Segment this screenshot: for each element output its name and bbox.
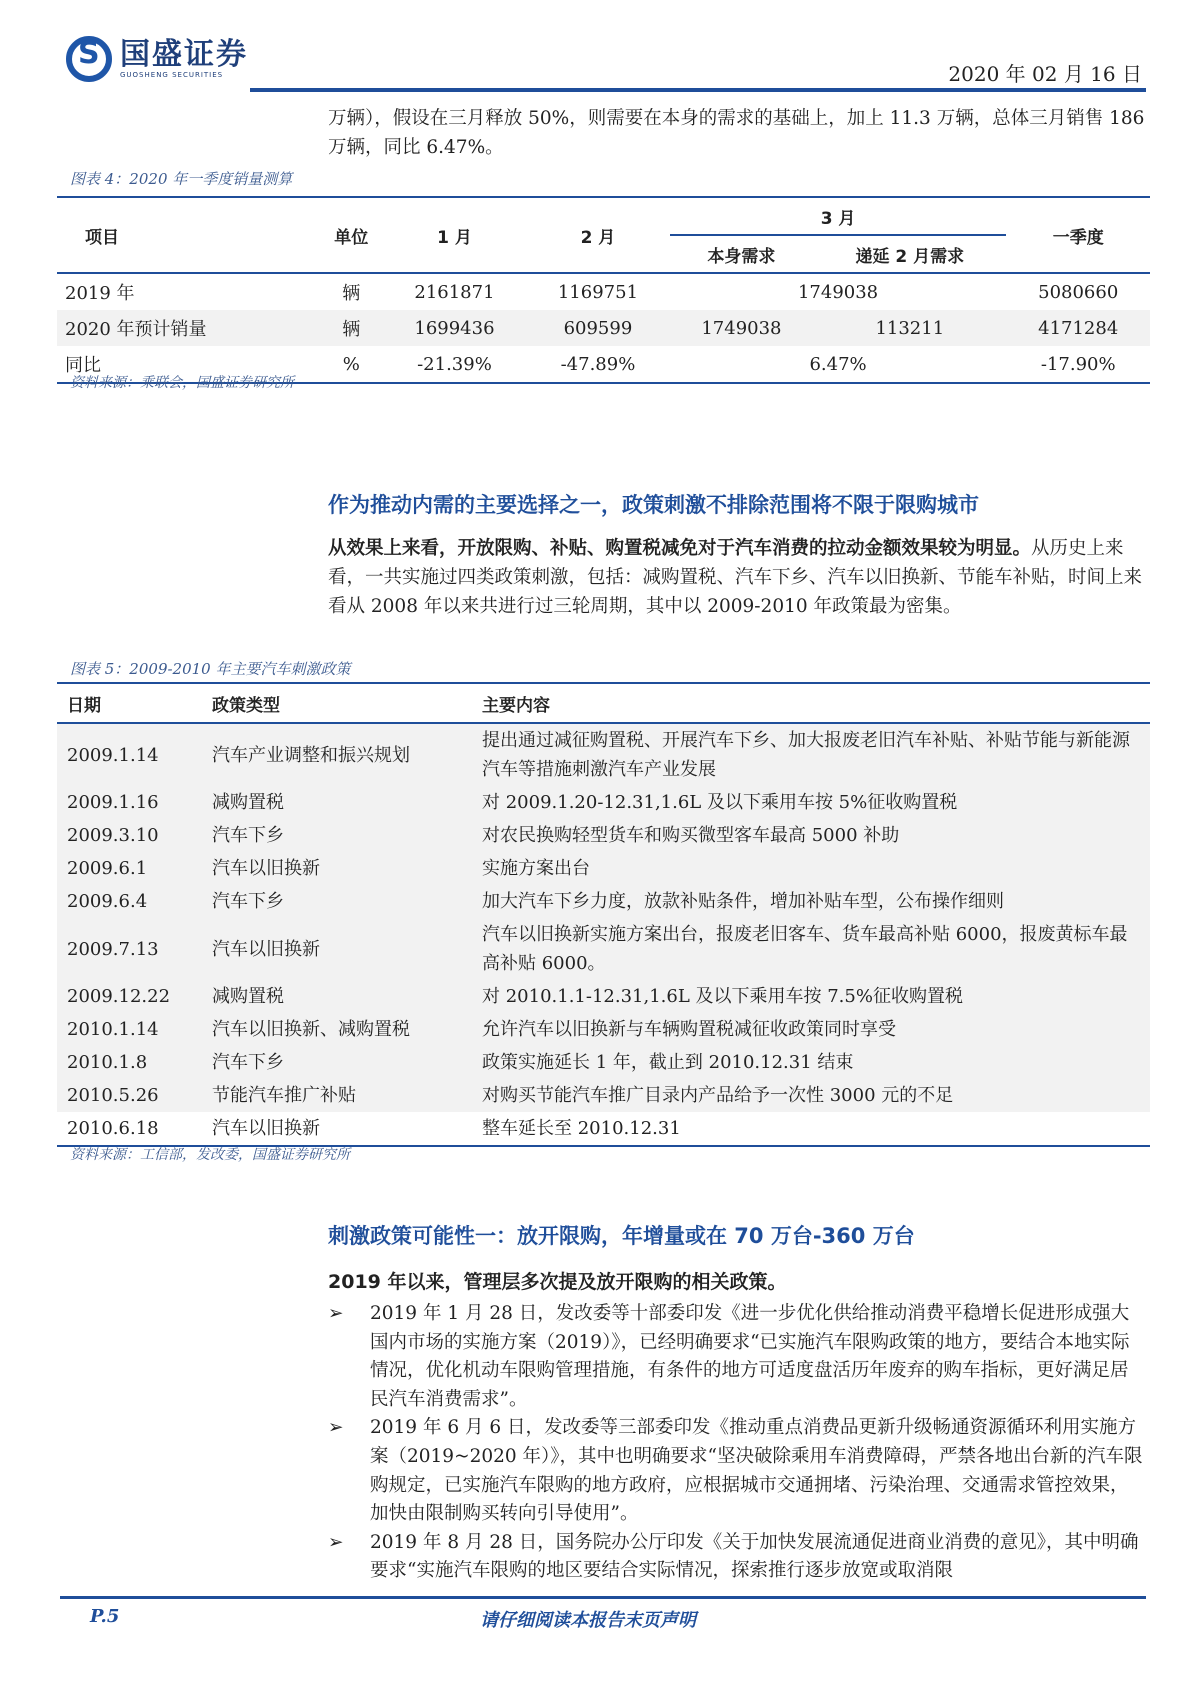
cell-date: 2010.1.8 (67, 1052, 148, 1073)
cell-mar-delay: 113211 (875, 317, 945, 339)
table4-caption: 图表 4：2020 年一季度销量测算 (70, 170, 293, 188)
section1-bold-lead: 从效果上来看，开放限购、补贴、购置税减免对于汽车消费的拉动金额效果较为明显。 (328, 538, 1032, 559)
cell-date: 2009.12.22 (67, 986, 171, 1007)
cell-content: 实施方案出台 (482, 858, 590, 879)
cell-mar: 1749038 (797, 281, 879, 303)
cell-date: 2010.6.18 (67, 1118, 159, 1139)
cell-date: 2009.7.13 (67, 938, 159, 960)
table-row (57, 723, 1150, 786)
col-jan: 1 月 (437, 227, 472, 248)
cell-unit: % (342, 353, 360, 375)
cell-unit: 辆 (342, 283, 361, 304)
table-row (57, 885, 1150, 918)
cell-policy-type: 汽车下乡 (212, 825, 284, 846)
table-row (57, 1079, 1150, 1112)
table-row (57, 1013, 1150, 1046)
intro-paragraph: 万辆），假设在三月释放 50%，则需要在本身的需求的基础上，加上 11.3 万辆，总体三月销售 186 万辆，同比 6.47%。 (328, 108, 1145, 158)
section2-bold-lead: 2019 年以来，管理层多次提及放开限购的相关政策。 (328, 1271, 787, 1293)
cell-feb: 609599 (563, 317, 633, 339)
col-unit: 单位 (334, 227, 369, 248)
table-row (57, 1112, 1150, 1146)
cell-q1: -17.90% (1040, 353, 1116, 375)
footer-disclaimer: 请仔细阅读本报告末页声明 (480, 1610, 696, 1631)
table5-caption: 图表 5：2009-2010 年主要汽车刺激政策 (70, 660, 351, 678)
cell-date: 2009.6.1 (67, 858, 148, 879)
cell-policy-type: 汽车下乡 (212, 1052, 284, 1073)
cell-policy-type: 汽车以旧换新、减购置税 (212, 1019, 410, 1040)
table-row (57, 1046, 1150, 1079)
section1-body (328, 534, 1146, 621)
cell-policy-type: 汽车以旧换新 (212, 938, 320, 960)
cell-date: 2010.1.14 (67, 1019, 159, 1040)
page-number: P.5 (90, 1606, 120, 1627)
cell-item: 2019 年 (65, 283, 135, 304)
table-row (57, 819, 1150, 852)
footer-divider (60, 1596, 1146, 1599)
cell-content: 对农民换购轻型货车和购买微型客车最高 5000 补助 (482, 825, 900, 846)
cell-item: 2020 年预计销量 (65, 319, 207, 340)
col-feb: 2 月 (580, 227, 616, 248)
cell-policy-type: 汽车以旧换新 (212, 1118, 320, 1139)
cell-jan: 1699436 (414, 317, 495, 339)
logo-subtitle: GUOSHENG SECURITIES (120, 71, 224, 79)
section-heading-1: 作为推动内需的主要选择之一，政策刺激不排除范围将不限于限购城市 (328, 493, 979, 517)
table-row (57, 310, 1150, 346)
col-item: 项目 (85, 227, 119, 248)
cell-content: 对 2009.1.20-12.31,1.6L 及以下乘用车按 5%征收购置税 (482, 792, 958, 813)
cell-content: 政策实施延长 1 年，截止到 2010.12.31 结束 (482, 1052, 854, 1073)
cell-content: 对 2010.1.1-12.31,1.6L 及以下乘用车按 7.5%征收购置税 (482, 986, 963, 1007)
cell-policy-type: 减购置税 (212, 792, 284, 813)
policy-bullet-list (328, 1300, 1146, 1586)
cell-mar-own: 1749038 (701, 317, 782, 339)
cell-content: 对购买节能汽车推广目录内产品给予一次性 3000 元的不足 (482, 1085, 954, 1106)
table4-source: 资料来源：乘联会，国盛证券研究所 (70, 375, 294, 391)
header-divider (250, 88, 1146, 92)
sales-estimate-table (57, 196, 1150, 384)
cell-policy-type: 汽车以旧换新 (212, 858, 320, 879)
table5-source: 资料来源：工信部，发改委，国盛证券研究所 (70, 1147, 350, 1163)
col-mar: 3 月 (670, 197, 1007, 235)
cell-date: 2009.3.10 (67, 825, 159, 846)
cell-date: 2009.1.14 (67, 744, 159, 766)
company-logo (66, 36, 248, 82)
col-policy-type: 政策类型 (202, 683, 472, 723)
bullet-text: 2019 年 6 月 6 日，发改委等三部委印发《推动重点消费品更新升级畅通资源循环利用实施方案（2019~2020 年）》，其中也明确要求“坚决破除乘用车消费障碍，严禁各地出台新的汽车限购规定，已实施汽车限购的地方政府，应根据城市交通拥堵、污染治理、交通需求管控效果，加快由限制购买转向引导使用”。 (370, 1417, 1143, 1525)
cell-jan: 2161871 (414, 281, 495, 303)
section1-text: 从历史上来看，一共实施过四类政策刺激，包括：减购置税、汽车下乡、汽车以旧换新、节能车补贴，时间上来看从 2008 年以来共进行过三轮周期，其中以 2009-2010 年政策最为密集。 (328, 538, 1143, 617)
logo-name: 国盛证券 (120, 37, 248, 72)
table-row (57, 786, 1150, 819)
cell-item: 同比 (65, 355, 101, 376)
bullet-text: 2019 年 1 月 28 日，发改委等十部委印发《进一步优化供给推动消费平稳增长促进形成强大国内市场的实施方案（2019）》，已经明确要求“已实施汽车限购政策的地方，要结合本地实际情况，优化机动车限购管理措施，有条件的地方可适度盘活历年废弃的购车指标，更好满足居民汽车消费需求”。 (370, 1303, 1130, 1410)
table-row (57, 918, 1150, 980)
cell-policy-type: 节能汽车推广补贴 (212, 1085, 356, 1106)
cell-content: 加大汽车下乡力度，放款补贴条件，增加补贴车型，公布操作细则 (482, 891, 1004, 912)
report-date: 2020 年 02 月 16 日 (948, 62, 1142, 86)
col-content: 主要内容 (472, 683, 1150, 723)
cell-policy-type: 汽车产业调整和振兴规划 (212, 744, 410, 766)
table-row (57, 852, 1150, 885)
cell-policy-type: 汽车下乡 (212, 891, 284, 912)
cell-feb: -47.89% (560, 353, 636, 375)
cell-content: 允许汽车以旧换新与车辆购置税减征收政策同时享受 (482, 1019, 896, 1040)
cell-jan: -21.39% (417, 353, 492, 375)
table-row (57, 980, 1150, 1013)
section-heading-2: 刺激政策可能性一：放开限购，年增量或在 70 万台-360 万台 (328, 1224, 915, 1248)
list-item (328, 1529, 1146, 1586)
cell-content: 提出通过减征购置税、开展汽车下乡、加大报废老旧汽车补贴、补贴节能与新能源汽车等措施刺激汽车产业发展 (482, 730, 1130, 780)
col-date: 日期 (57, 683, 202, 723)
cell-date: 2010.5.26 (67, 1085, 159, 1106)
table-row (57, 273, 1150, 310)
cell-content: 汽车以旧换新实施方案出台，报废老旧客车、货车最高补贴 6000，报废黄标车最高补贴 6000。 (482, 924, 1128, 974)
list-item (328, 1414, 1146, 1528)
bullet-text: 2019 年 8 月 28 日，国务院办公厅印发《关于加快发展流通促进商业消费的意见》，其中明确要求“实施汽车限购的地区要结合实际情况，探索推行逐步放宽或取消限 (370, 1531, 1139, 1582)
cell-unit: 辆 (342, 319, 361, 340)
cell-content: 整车延长至 2010.12.31 (482, 1118, 681, 1139)
arrow-bullet-icon: ➢ (328, 1417, 344, 1439)
cell-date: 2009.6.4 (67, 891, 148, 912)
arrow-bullet-icon: ➢ (328, 1303, 344, 1324)
col-mar-own: 本身需求 (707, 246, 776, 267)
cell-mar: 6.47% (809, 353, 867, 375)
list-item (328, 1300, 1146, 1414)
arrow-bullet-icon: ➢ (328, 1531, 344, 1553)
policy-table (57, 682, 1150, 1147)
col-q1: 一季度 (1052, 227, 1104, 248)
cell-q1: 5080660 (1038, 281, 1119, 303)
cell-date: 2009.1.16 (67, 792, 159, 813)
col-mar-delay: 递延 2 月需求 (855, 246, 965, 267)
cell-feb: 1169751 (557, 281, 639, 303)
cell-q1: 4171284 (1038, 317, 1119, 339)
cell-policy-type: 减购置税 (212, 986, 284, 1007)
logo-mark-icon (66, 36, 112, 82)
